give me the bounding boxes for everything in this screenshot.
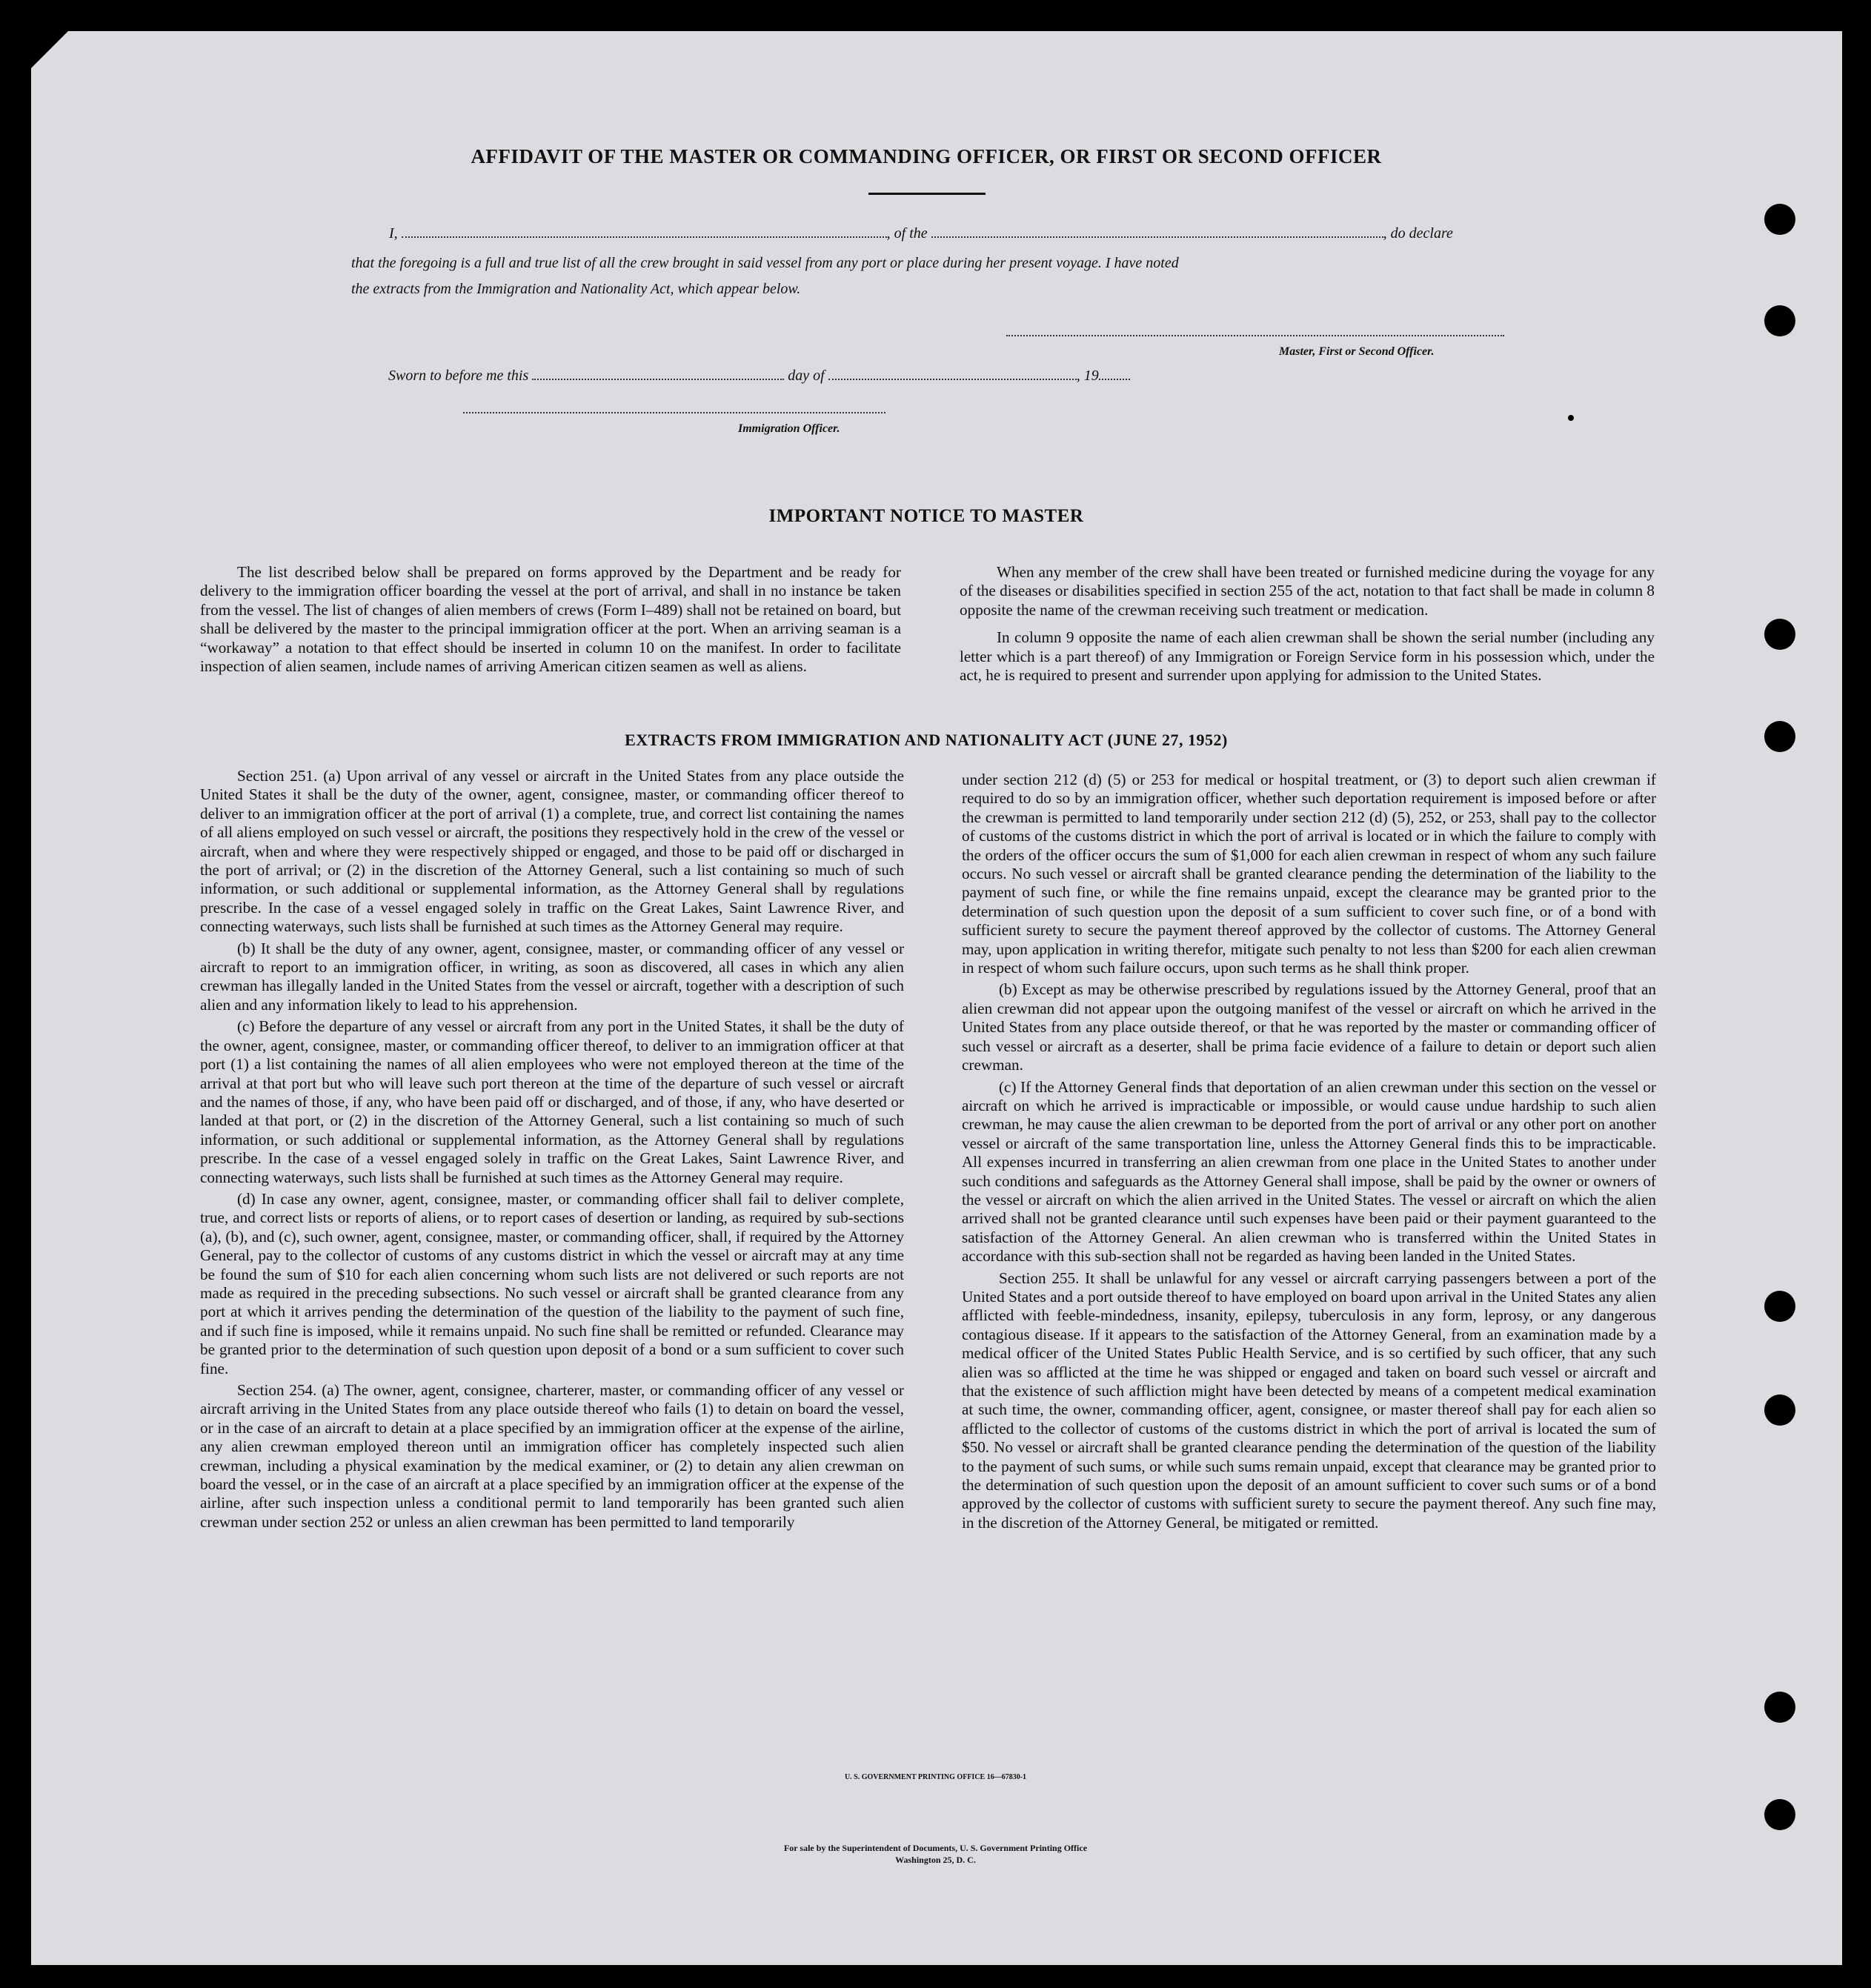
extracts-left-column <box>200 767 904 1535</box>
sworn-year-field[interactable] <box>1099 379 1130 380</box>
sworn-line <box>388 368 1130 385</box>
speck <box>1568 415 1574 421</box>
declarant-label: I, <box>389 225 398 242</box>
extract-paragraph: Section 255. It shall be unlawful for any vessel or aircraft carrying passengers between a port of the United States and a port outside thereof to have employed on board upon arrival in the United States any alien afflicted with feeble-mindedness, insanity, epilepsy, tuberculosis in any form, leprosy, or any dangerous contagious disease. If it appears to the satisfaction of the Attorney General, from an examination made by a medical officer of the United States Public Health Service, and is so certified by such officer, that any such alien was so afflicted at the time he was shipped or engaged and taken on board such vessel or aircraft and that the existence of such affliction might have been detected by means of a competent medical examination at such time, the owner, commanding officer, agent, consignee, or master thereof shall pay for each alien so afflicted to the collector of customs of the customs district in which the port of arrival is located the sum of $50. No vessel or aircraft shall be granted clearance pending the determination of the question of the liability to the payment of such sums, or while such sums remain unpaid, except that clearance may be granted prior to the determination of such question upon the deposit of an amount sufficient to cover such sums or of a bond approved by the collector of customs with sufficient surety to secure the payment thereof. Any such fine may, in the discretion of the Attorney General, be mitigated or remitted. <box>962 1269 1656 1532</box>
punch-hole <box>1764 305 1795 336</box>
extract-paragraph: (d) In case any owner, agent, consignee, master, or commanding officer shall fail to deliver complete, true, and correct lists or reports of aliens, or to report cases of desertion or landing, as required by sub-sections (a), (b), and (c), such owner, agent, consignee, master, or commanding officer, shall, if required by the Attorney General, pay to the collector of customs of any customs district in which the vessel or aircraft may at any time be found the sum of $10 for each alien concerning whom such lists are not delivered or such reports are not made as required in the preceding subsections. No such vessel or aircraft shall be granted clearance from any port at which it arrives pending the determination of the question of the liability to the payment of such fine, and if such fine is imposed, while it remains unpaid. No such fine shall be remitted or refunded. Clearance may be granted prior to the determination of such question upon deposit of a bond or a sum sufficient to cover such fine. <box>200 1189 904 1377</box>
master-signature-field[interactable] <box>1006 335 1504 336</box>
master-signature-label: Master, First or Second Officer. <box>1279 345 1435 358</box>
punch-hole <box>1764 1692 1795 1723</box>
extract-paragraph-continued: under section 212 (d) (5) or 253 for medical or hospital treatment, or (3) to deport such alien crewman if required to do so by an immigration officer, whether such deportation requirement is imposed before or after the crewman is permitted to land temporarily under section 212 (d) (5), 252, or 253, shall pay to the collector of customs of the customs district in which the port of arrival is located or in which the failure to comply with the orders of the officer occurs the sum of $1,000 for each alien crewman in respect of whom any such failure occurs. No such vessel or aircraft shall be granted clearance pending the determination of the liability to the payment of such fine, or while the fine remains unpaid, except the clearance may be granted prior to the determination of such question upon the deposit of a sum sufficient to cover such fine, or of a bond with sufficient surety to secure the payment thereof approved by the collector of customs. The Attorney General may, upon application in writing therefor, mitigate such penalty to not less than $200 for each alien crewman in respect of whom such failure occurs, upon such terms as he shall think proper. <box>962 771 1656 977</box>
extract-paragraph: Section 251. (a) Upon arrival of any vessel or aircraft in the United States from any place outside the United States it shall be the duty of the owner, agent, consignee, master, or commanding officer thereof to deliver to an immigration officer at the port of arrival (1) a complete, true, and correct list containing the names of all aliens employed on such vessel or aircraft, the positions they respectively hold in the crew of the vessel or aircraft, when and where they were respectively shipped or engaged, and those to be paid off or discharged in the port of arrival; or (2) in the discretion of the Attorney General, such a list containing so much of such information, or such additional or supplemental information, as the Attorney General shall by regulations prescribe. In the case of a vessel engaged solely in traffic on the Great Lakes, Saint Lawrence River, and connecting waterways, such lists shall be furnished at such times as the Attorney General may require. <box>200 767 904 936</box>
title-rule <box>868 193 986 195</box>
notice-right-paragraph: In column 9 opposite the name of each alien crewman shall be shown the serial number (including any letter which is a part thereof) of any Immigration or Foreign Service form in his possession which, under the act, he is required to present and surrender upon applying for admission to the United States. <box>960 628 1655 685</box>
declaration-text-2: that the foregoing is a full and true list of all the crew brought in said vessel from any port or place during her present voyage. I have noted <box>351 255 1179 271</box>
notice-right-column <box>960 563 1655 688</box>
declaration-line <box>389 225 1453 242</box>
punch-hole <box>1764 1394 1795 1426</box>
declaration-text-3: the extracts from the Immigration and Nationality Act, which appear below. <box>351 281 801 297</box>
declare-label: , do declare <box>1383 225 1453 242</box>
year-label: , 19 <box>1076 368 1099 384</box>
sale-address: Washington 25, D. C. <box>895 1855 976 1865</box>
notice-left-paragraph: The list described below shall be prepared on forms approved by the Department and be ready for delivery to the immigration officer boarding the vessel at the port of arrival, and shall in no instance be taken from the vessel. The list of changes of alien members of crews (Form I–489) shall not be retained on board, but shall be delivered by the master to the principal immigration officer at the port. When an arriving seaman is a “workaway” a notation to that effect should be inserted in column 10 on the manifest. In order to facilitate inspection of alien seamen, include names of arriving American citizen seamen as well as aliens. <box>200 563 901 676</box>
immigration-officer-label: Immigration Officer. <box>738 422 840 435</box>
immigration-officer-signature-field[interactable] <box>463 412 885 413</box>
printing-office-imprint: U. S. GOVERNMENT PRINTING OFFICE 16—67830-1 <box>844 1773 1027 1781</box>
extracts-title: EXTRACTS FROM IMMIGRATION AND NATIONALITY ACT (JUNE 27, 1952) <box>625 731 1228 749</box>
notice-title: IMPORTANT NOTICE TO MASTER <box>768 506 1084 526</box>
extract-paragraph: (b) Except as may be otherwise prescribed by regulations issued by the Attorney General, proof that an alien crewman did not appear upon the outgoing manifest of the vessel or aircraft on which he arrived in the United States from any place outside thereof, or that he was reported by the master or commanding officer of such vessel or aircraft as a deserter, shall be prima facie evidence of a failure to detain or deport such alien crewman. <box>962 980 1656 1074</box>
extract-paragraph: (c) Before the departure of any vessel or aircraft from any port in the United States, it shall be the duty of the owner, agent, consignee, master, or commanding officer thereof, to deliver to an immigration officer at that port (1) a list containing the names of all alien employees who were not employed thereon at the time of the arrival at that port but who will leave such port thereon at the time of the departure of such vessel or aircraft and the names of those, if any, who have been paid off or discharged, and of those, if any, who have deserted or landed at that port, or (2) in the discretion of the Attorney General, such a list containing so much of such information, or such additional or supplemental information, as the Attorney General shall by regulations prescribe. In the case of a vessel engaged solely in traffic on the Great Lakes, Saint Lawrence River, and connecting waterways, such lists shall be furnished at such times as the Attorney General may require. <box>200 1017 904 1186</box>
vessel-label: , of the <box>886 225 928 242</box>
sworn-month-field[interactable] <box>828 379 1077 380</box>
notice-left-column <box>200 563 901 679</box>
punch-hole <box>1764 721 1795 752</box>
declarant-name-field[interactable] <box>402 236 887 238</box>
extracts-right-column <box>962 771 1656 1535</box>
punch-hole <box>1764 1291 1795 1322</box>
punch-hole <box>1764 619 1795 650</box>
extract-paragraph: (c) If the Attorney General finds that deportation of an alien crewman under this section on the vessel or aircraft on which he arrived is impracticable or impossible, or would cause undue hardship to such alien crewman, he may cause the alien crewman to be deported from the port of arrival or any other port on another vessel or aircraft of the same transportation line, unless the Attorney General finds this to be impracticable. All expenses incurred in transferring an alien crewman from one place in the United States to another under such conditions and safeguards as the Attorney General shall impose, shall be paid by the owner or owners of the vessel or aircraft on which the alien arrived in the United States. The vessel or aircraft on which the alien arrived shall not be granted clearance until such expenses have been paid or their payment guaranteed to the satisfaction of the Attorney General. An alien crewman who is transferred within the United States in accordance with this sub-section shall not be regarded as having been landed in the United States. <box>962 1077 1656 1266</box>
vessel-name-field[interactable] <box>931 236 1383 238</box>
sale-notice: For sale by the Superintendent of Documents, U. S. Government Printing Office <box>783 1843 1088 1853</box>
punch-hole <box>1764 1799 1795 1830</box>
affidavit-title: AFFIDAVIT OF THE MASTER OR COMMANDING OFFICER, OR FIRST OR SECOND OFFICER <box>471 145 1382 167</box>
day-of-label: day of <box>788 368 825 384</box>
extract-paragraph: Section 254. (a) The owner, agent, consignee, charterer, master, or commanding officer of any vessel or aircraft arriving in the United States from any place outside thereof who fails (1) to detain on board the vessel, or in the case of an aircraft to detain at a place specified by an immigration officer at the expense of the airline, any alien crewman employed thereon until an immigration officer has completely inspected such alien crewman, including a physical examination by the medical examiner, or (2) to detain any alien crewman on board the vessel, or in the case of an aircraft at a place specified by an immigration officer at the expense of the airline, after such inspection unless a conditional permit to land temporarily has been granted such alien crewman under section 252 or unless an alien crewman has been permitted to land temporarily <box>200 1381 904 1531</box>
sworn-day-field[interactable] <box>532 379 784 380</box>
extract-paragraph: (b) It shall be the duty of any owner, agent, consignee, master, or commanding officer of any vessel or aircraft to report to an immigration officer, in writing, as soon as discovered, all cases in which any alien crewman has illegally landed in the United States from the vessel or aircraft, together with a description of such alien and any information likely to lead to his apprehension. <box>200 939 904 1014</box>
sworn-label: Sworn to before me this <box>388 368 529 384</box>
notice-right-paragraph: When any member of the crew shall have been treated or furnished medicine during the voyage for any of the diseases or disabilities specified in section 255 of the act, notation to that fact shall be made in column 8 opposite the name of the crewman receiving such treatment or medication. <box>960 563 1655 619</box>
punch-hole <box>1764 204 1795 235</box>
